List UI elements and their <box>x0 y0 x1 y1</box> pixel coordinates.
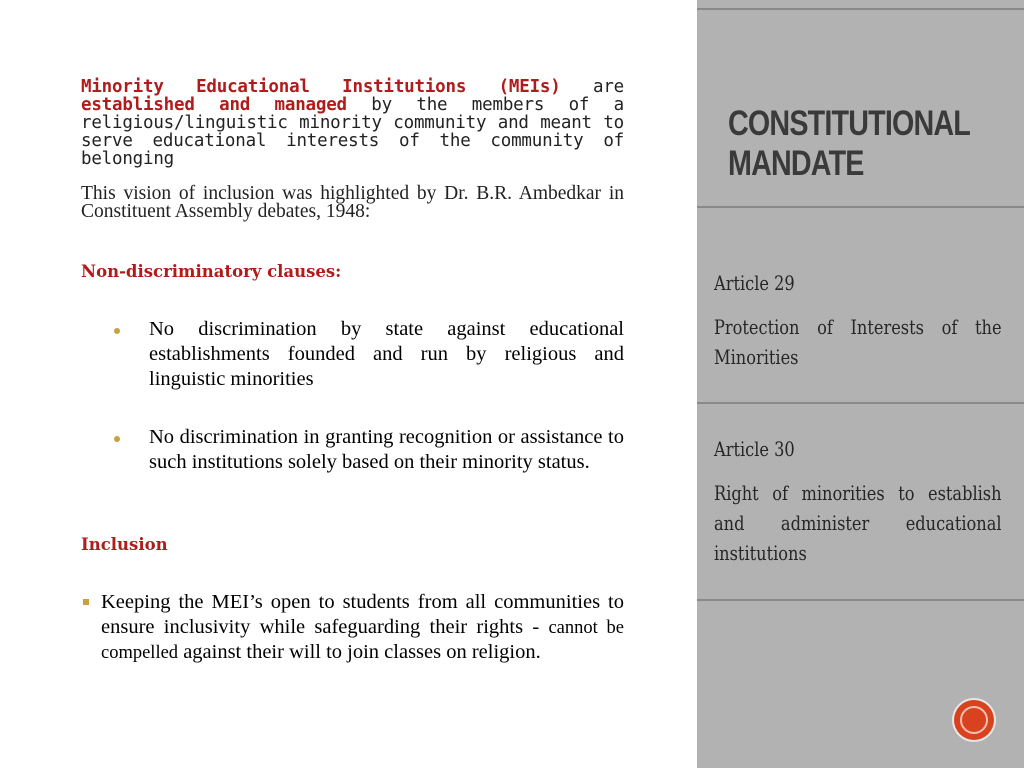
vision-paragraph: This vision of inclusion was highlighted by Dr. B.R. Ambedkar in Constituent Assembly debates, 1948: <box>81 183 624 222</box>
article-30 <box>714 434 1002 568</box>
list-item: No discrimination in granting recognition or assistance to such institutions solely based on their minority status. <box>81 425 624 475</box>
article-29 <box>714 268 1002 372</box>
inclusion-heading: Inclusion <box>81 535 168 554</box>
divider <box>697 206 1024 208</box>
slide-title: CONSTITUTIONAL MANDATE <box>728 104 970 183</box>
established-term: established and managed <box>81 95 347 115</box>
article-text: Protection of Interests of the Minorities <box>714 315 1002 369</box>
bullet-dot-icon <box>114 328 120 334</box>
inclusion-list <box>81 590 624 666</box>
divider <box>697 599 1024 601</box>
mei-term: Minority Educational Institutions (MEIs) <box>81 77 561 97</box>
article-label: Article 29 <box>714 271 795 295</box>
article-text: Right of minorities to establish and administer educational institutions <box>714 481 1002 565</box>
non-discriminatory-list-2 <box>81 425 624 475</box>
bullet-square-icon <box>83 599 89 605</box>
non-discriminatory-list <box>81 317 624 392</box>
list-item: No discrimination by state against educational establishments founded and run by religious and linguistic minorities <box>81 317 624 392</box>
presentation-logo-icon <box>954 700 994 740</box>
list-item: Keeping the MEI’s open to students from all communities to ensure inclusivity while safeguarding their rights - cannot be compelled against their will to join classes on religion. <box>81 590 624 666</box>
divider <box>697 402 1024 404</box>
intro-paragraph: Minority Educational Institutions (MEIs) are established and managed by the members of a religious/linguistic minority community and meant to serve educational interests of the community of belonging <box>81 77 625 169</box>
slide-content <box>81 78 624 221</box>
divider <box>697 8 1024 10</box>
intro-rest: by the members of a religious/linguistic minority community and meant to serve educational interests of the community of belonging <box>81 95 624 169</box>
non-discriminatory-heading: Non-discriminatory clauses: <box>81 262 342 281</box>
side-panel <box>697 0 1024 768</box>
article-label: Article 30 <box>714 437 795 461</box>
bullet-dot-icon <box>114 436 120 442</box>
